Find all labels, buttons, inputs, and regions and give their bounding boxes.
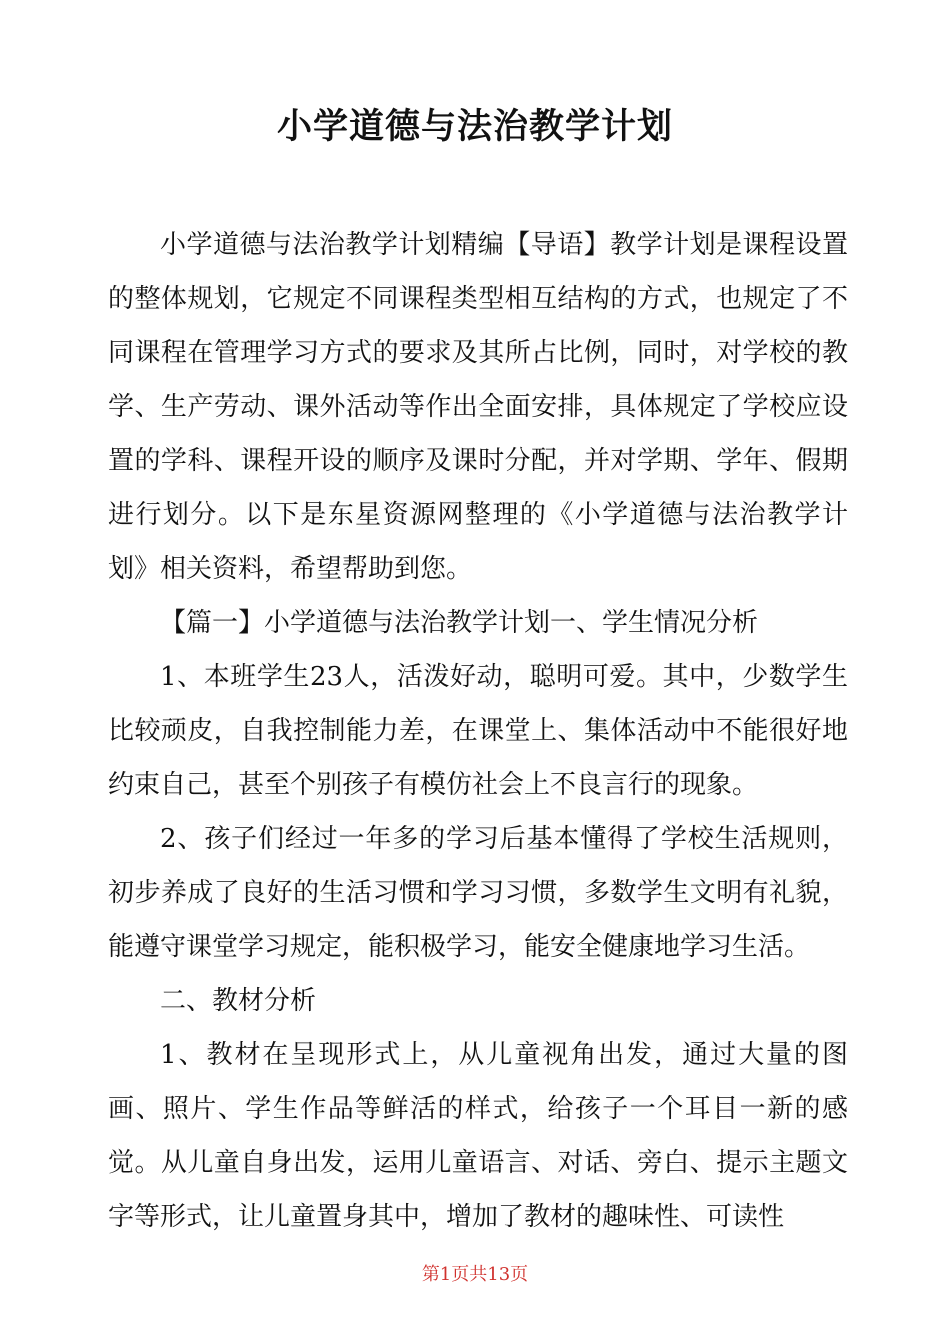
document-title: 小学道德与法治教学计划 <box>276 107 673 147</box>
paragraph-textbook-analysis-1: 1、教材在呈现形式上，从儿童视角出发，通过大量的图画、照片、学生作品等鲜活的样式，给孩子一个耳目一新的感觉。从儿童自身出发，运用儿童语言、对话、旁白、提示主题文字等形式，让儿童置身其中，增加了教材的趣味性、可读性 <box>108 1040 848 1232</box>
paragraph-section-one-heading: 【篇一】小学道德与法治教学计划一、学生情况分析 <box>160 608 759 638</box>
paragraph-intro: 小学道德与法治教学计划精编【导语】教学计划是课程设置的整体规划，它规定不同课程类型相互结构的方式，也规定了不同课程在管理学习方式的要求及其所占比例，同时，对学校的教学、生产劳动、课外活动等作出全面安排，具体规定了学校应设置的学科、课程开设的顺序及课时分配，并对学期、学年、假期进行划分。以下是东星资源网整理的《小学道德与法治教学计划》相关资料，希望帮助到您。 <box>108 230 848 584</box>
paragraph-student-analysis-1: 1、本班学生23人，活泼好动，聪明可爱。其中，少数学生比较顽皮，自我控制能力差，在课堂上、集体活动中不能很好地约束自己，甚至个别孩子有模仿社会上不良言行的现象。 <box>108 662 848 800</box>
paragraph-section-two-heading: 二、教材分析 <box>160 986 317 1016</box>
page-footer: 第1页共13页 <box>421 1264 529 1285</box>
paragraph-student-analysis-2: 2、孩子们经过一年多的学习后基本懂得了学校生活规则，初步养成了良好的生活习惯和学习习惯，多数学生文明有礼貌，能遵守课堂学习规定，能积极学习，能安全健康地学习生活。 <box>108 824 848 962</box>
document-body <box>108 218 848 1244</box>
